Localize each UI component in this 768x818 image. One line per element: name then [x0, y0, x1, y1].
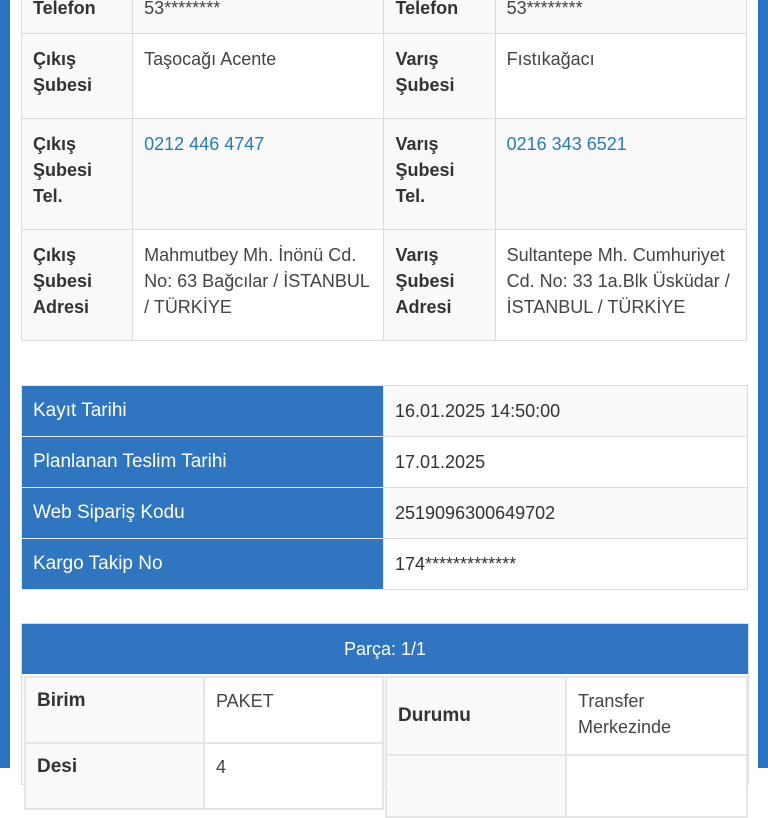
table-row [25, 677, 383, 743]
left-frame-border [0, 0, 10, 768]
web-order-code-value: 2519096300649702 [384, 488, 748, 539]
table-row [22, 386, 748, 437]
origin-branch-phone-link[interactable]: 0212 446 4747 [144, 134, 265, 154]
shipment-dates-table [21, 385, 748, 590]
parcel-panel [21, 623, 749, 785]
parcel-details-right [385, 676, 748, 818]
table-row [22, 488, 748, 539]
origin-branch-phone-cell[interactable] [133, 119, 384, 230]
sender-phone-label: Telefon [22, 0, 133, 34]
tracking-number-label: Kargo Takip No [22, 539, 384, 590]
origin-branch-label: Çıkış Şubesi [22, 34, 133, 119]
destination-branch-phone-label: Varış Şubesi Tel. [384, 119, 495, 230]
branch-info-table [21, 0, 747, 341]
receiver-phone-label: Telefon [384, 0, 495, 34]
right-frame-border [758, 0, 768, 768]
destination-branch-value: Fıstıkağacı [495, 34, 746, 119]
table-row [22, 0, 747, 34]
status-extra-label [386, 755, 566, 817]
table-row [386, 755, 747, 817]
registration-date-value: 16.01.2025 14:50:00 [384, 386, 748, 437]
parcel-details-left [24, 676, 384, 810]
table-row [22, 539, 748, 590]
destination-branch-label: Varış Şubesi [384, 34, 495, 119]
table-row [386, 677, 747, 755]
destination-branch-phone-link[interactable]: 0216 343 6521 [506, 134, 627, 154]
destination-branch-phone-cell[interactable] [495, 119, 746, 230]
unit-value: PAKET [204, 677, 383, 743]
planned-delivery-value: 17.01.2025 [384, 437, 748, 488]
tracking-number-value: 174************* [384, 539, 748, 590]
destination-branch-address-value: Sultantepe Mh. Cumhuriyet Cd. No: 33 1a.Blk Üsküdar / İSTANBUL / TÜRKİYE [495, 230, 746, 341]
parcel-panel-title: Parça: 1/1 [22, 624, 748, 674]
receiver-phone-value: 53******** [495, 0, 746, 34]
table-row [22, 119, 747, 230]
status-extra-value [566, 755, 747, 817]
destination-branch-address-label: Varış Şubesi Adresi [384, 230, 495, 341]
origin-branch-value: Taşocağı Acente [133, 34, 384, 119]
desi-value: 4 [204, 743, 383, 809]
status-value: Transfer Merkezinde [566, 677, 747, 755]
desi-label: Desi [25, 743, 204, 809]
origin-branch-address-label: Çıkış Şubesi Adresi [22, 230, 133, 341]
unit-label: Birim [25, 677, 204, 743]
table-row [22, 34, 747, 119]
origin-branch-address-value: Mahmutbey Mh. İnönü Cd. No: 63 Bağcılar / İSTANBUL / TÜRKİYE [133, 230, 384, 341]
origin-branch-phone-label: Çıkış Şubesi Tel. [22, 119, 133, 230]
registration-date-label: Kayıt Tarihi [22, 386, 384, 437]
sender-phone-value: 53******** [133, 0, 384, 34]
table-row [22, 437, 748, 488]
table-row [22, 230, 747, 341]
web-order-code-label: Web Sipariş Kodu [22, 488, 384, 539]
table-row [25, 743, 383, 809]
status-label: Durumu [386, 677, 566, 755]
planned-delivery-label: Planlanan Teslim Tarihi [22, 437, 384, 488]
